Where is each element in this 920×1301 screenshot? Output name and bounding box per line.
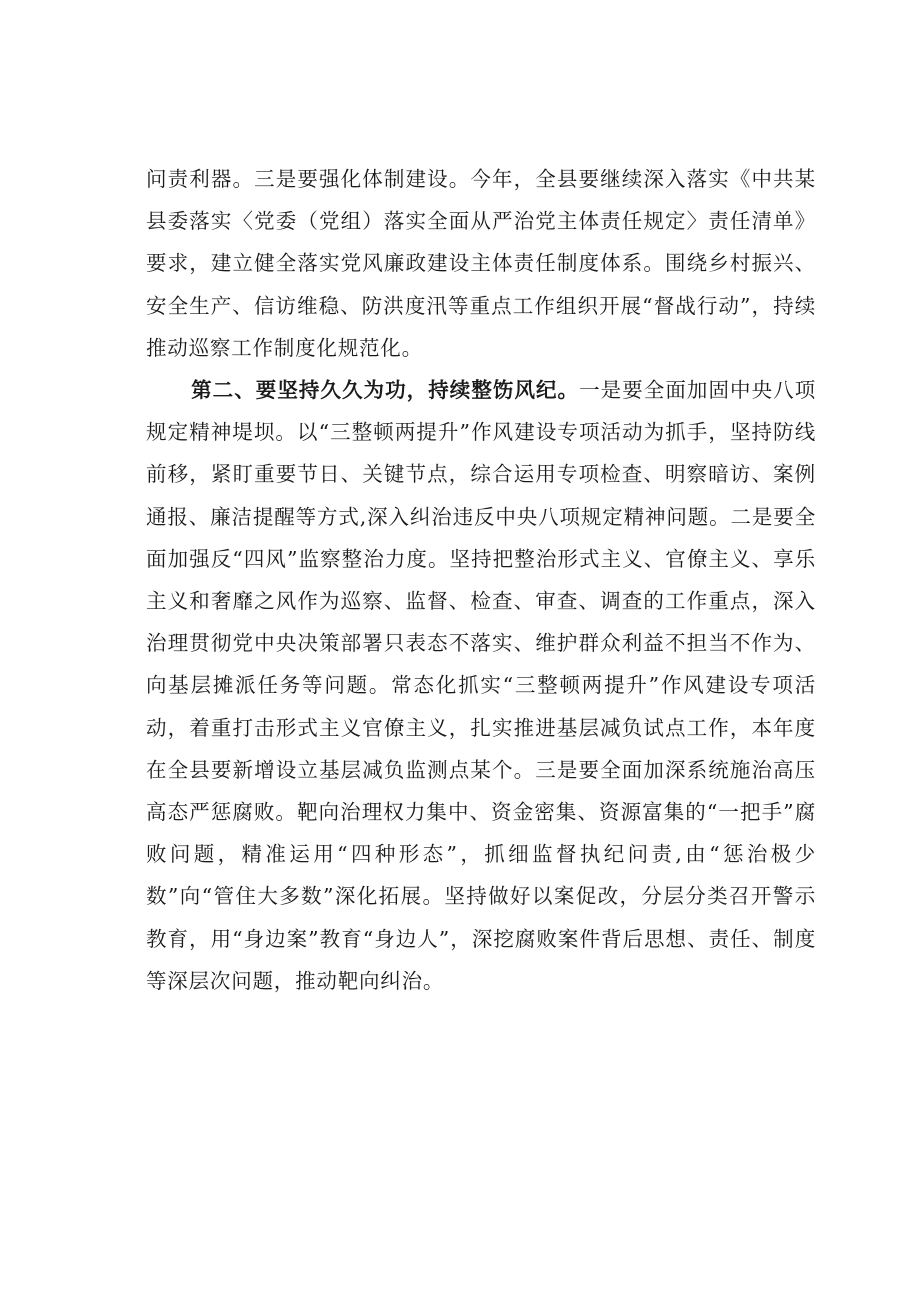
paragraph-2-text: 一是要全面加固中央八项规定精神堤坝。以“三整顿两提升”作风建设专项活动为抓手，坚持防线前移，紧盯重要节日、关键节点，综合运用专项检查、明察暗访、案例通报、廉洁提醒等方式,深入纠治违反中央八项规定精神问题。二是要全面加强反“四风”监察整治力度。坚持把整治形式主义、官僚主义、享乐主义和奢靡之风作为巡察、监督、检查、审查、调查的工作重点，深入治理贯彻党中央决策部署只表态不落实、维护群众利益不担当不作为、向基层摊派任务等问题。常态化抓实“三整顿两提升”作风建设专项活动，着重打击形式主义官僚主义，扎实推进基层减负试点工作，本年度在全县要新增设立基层减负监测点某个。三是要全面加深系统施治高压高态严惩腐败。靶向治理权力集中、资金密集、资源富集的“一把手”腐败问题，精准运用“四种形态”，抓细监督执纪问责,由“惩治极少数”向“管住大多数”深化拓展。坚持做好以案促改，分层分类召开警示教育，用“身边案”教育“身边人”，深挖腐败案件背后思想、责任、制度等深层次问题，推动靶向纠治。 (146, 378, 816, 993)
section-heading: 第二、要坚持久久为功，持续整饬风纪。 (191, 378, 580, 403)
paragraph-2 (146, 369, 816, 1002)
paragraph-1-text: 问责利器。三是要强化体制建设。今年，全县要继续深入落实《中共某县委落实〈党委（党组）落实全面从严治党主体责任规定〉责任清单》要求，建立健全落实党风廉政建设主体责任制度体系。围绕乡村振兴、安全生产、信访维稳、防洪度汛等重点工作组织开展“督战行动”，持续推动巡察工作制度化规范化。 (146, 167, 816, 360)
paragraph-1 (146, 158, 816, 369)
document-body (146, 158, 816, 1002)
